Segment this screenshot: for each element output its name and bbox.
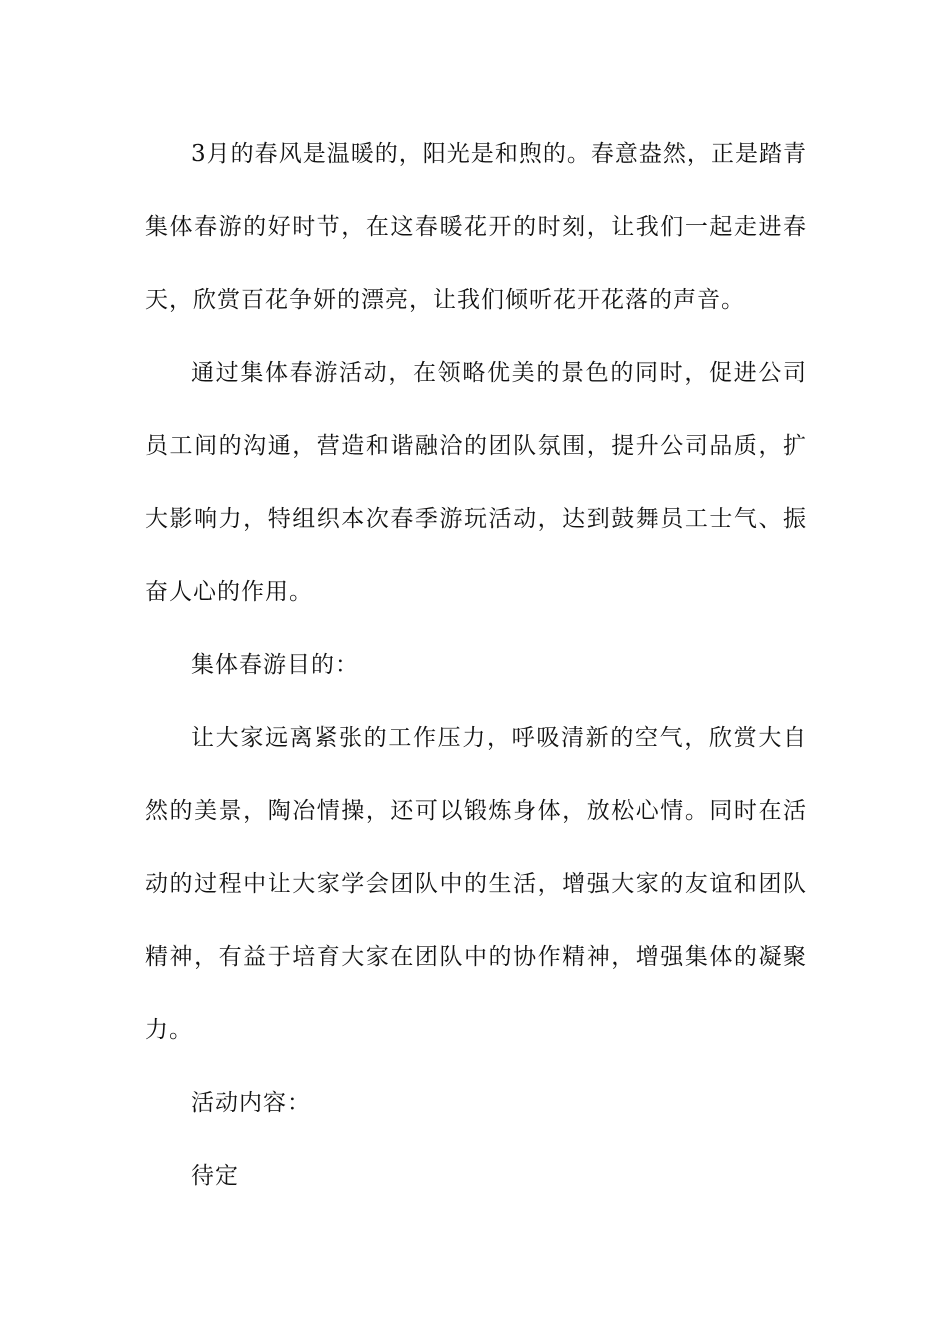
- heading-activity-content: 活动内容：: [191, 1090, 311, 1116]
- heading-purpose: 集体春游目的：: [191, 652, 359, 678]
- document-body: [145, 118, 807, 1213]
- paragraph-activity-content: 待定: [191, 1163, 239, 1189]
- paragraph-intro: 3月的春风是温暖的，阳光是和煦的。春意盎然，正是踏青集体春游的好时节，在这春暖花开的时刻，让我们一起走进春天，欣赏百花争妍的漂亮，让我们倾听花开花落的声音。: [145, 141, 807, 313]
- paragraph-purpose-detail: 让大家远离紧张的工作压力，呼吸清新的空气，欣赏大自然的美景，陶冶情操，还可以锻炼身体，放松心情。同时在活动的过程中让大家学会团队中的生活，增强大家的友谊和团队精神，有益于培育大家在团队中的协作精神，增强集体的凝聚力。: [145, 725, 807, 1043]
- paragraph-purpose-overview: 通过集体春游活动，在领略优美的景色的同时，促进公司员工间的沟通，营造和谐融洽的团队氛围，提升公司品质，扩大影响力，特组织本次春季游玩活动，达到鼓舞员工士气、振奋人心的作用。: [145, 360, 807, 605]
